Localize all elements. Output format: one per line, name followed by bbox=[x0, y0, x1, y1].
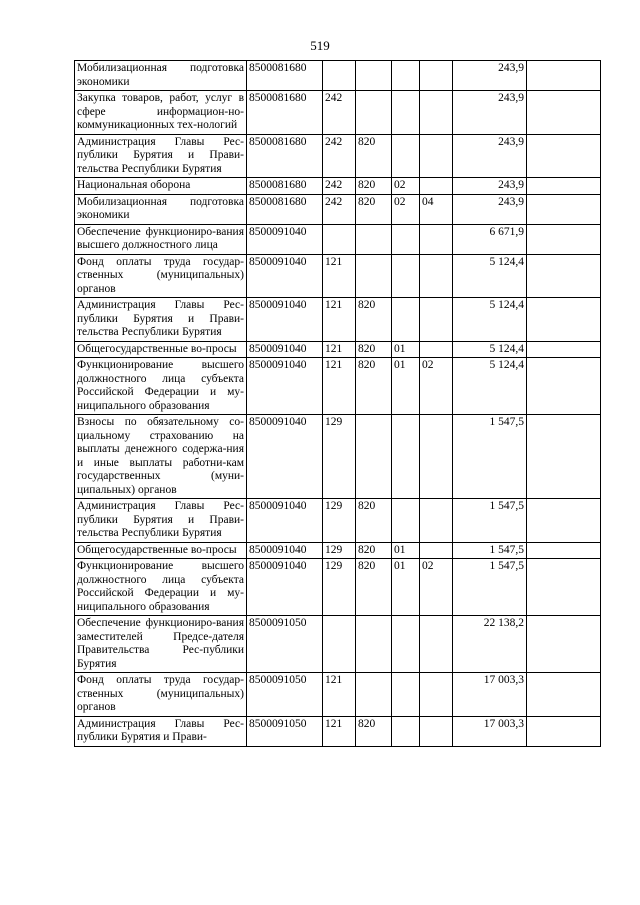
row-amount: 1 547,5 bbox=[453, 542, 527, 559]
row-target-article: 8500091050 bbox=[247, 716, 323, 746]
row-amount: 243,9 bbox=[453, 194, 527, 224]
row-target-article: 8500081680 bbox=[247, 61, 323, 91]
row-empty-cell bbox=[527, 616, 601, 673]
row-name: Фонд оплаты труда государ-ственных (муниципальных) органов bbox=[75, 254, 247, 298]
row-name: Общегосударственные во-просы bbox=[75, 341, 247, 358]
table-row bbox=[75, 61, 601, 91]
budget-table-body bbox=[75, 61, 601, 747]
row-amount: 1 547,5 bbox=[453, 415, 527, 499]
row-administrator-code bbox=[356, 254, 392, 298]
row-subsection bbox=[420, 178, 453, 195]
row-empty-cell bbox=[527, 254, 601, 298]
row-administrator-code: 820 bbox=[356, 341, 392, 358]
row-name: Национальная оборона bbox=[75, 178, 247, 195]
row-expense-type: 129 bbox=[323, 542, 356, 559]
row-amount: 1 547,5 bbox=[453, 559, 527, 616]
row-section bbox=[392, 415, 420, 499]
row-amount: 243,9 bbox=[453, 91, 527, 135]
row-empty-cell bbox=[527, 673, 601, 717]
row-empty-cell bbox=[527, 499, 601, 543]
row-subsection: 02 bbox=[420, 559, 453, 616]
row-administrator-code: 820 bbox=[356, 298, 392, 342]
row-section bbox=[392, 298, 420, 342]
row-amount: 243,9 bbox=[453, 178, 527, 195]
row-target-article: 8500091050 bbox=[247, 673, 323, 717]
row-expense-type: 121 bbox=[323, 358, 356, 415]
row-target-article: 8500091040 bbox=[247, 341, 323, 358]
row-subsection bbox=[420, 716, 453, 746]
row-section: 01 bbox=[392, 341, 420, 358]
row-administrator-code bbox=[356, 673, 392, 717]
row-name: Взносы по обязательному со-циальному страхованию на выплаты денежного содержа-ния и иные выплаты работни-кам государственных (муни-ципальных) органов bbox=[75, 415, 247, 499]
table-row bbox=[75, 358, 601, 415]
row-target-article: 8500091040 bbox=[247, 358, 323, 415]
row-expense-type bbox=[323, 224, 356, 254]
row-administrator-code bbox=[356, 61, 392, 91]
row-subsection bbox=[420, 616, 453, 673]
row-target-article: 8500081680 bbox=[247, 194, 323, 224]
row-name: Администрация Главы Рес-публики Бурятия и Прави-тельства Республики Бурятия bbox=[75, 298, 247, 342]
row-section: 02 bbox=[392, 178, 420, 195]
row-section bbox=[392, 91, 420, 135]
row-expense-type bbox=[323, 616, 356, 673]
row-section: 01 bbox=[392, 559, 420, 616]
row-target-article: 8500081680 bbox=[247, 178, 323, 195]
row-amount: 5 124,4 bbox=[453, 298, 527, 342]
row-target-article: 8500091040 bbox=[247, 298, 323, 342]
row-expense-type: 121 bbox=[323, 298, 356, 342]
row-name: Функционирование высшего должностного лица субъекта Российской Федерации и му-ниципального образования bbox=[75, 559, 247, 616]
row-administrator-code bbox=[356, 616, 392, 673]
row-section bbox=[392, 134, 420, 178]
row-section bbox=[392, 716, 420, 746]
row-expense-type bbox=[323, 61, 356, 91]
row-target-article: 8500091040 bbox=[247, 559, 323, 616]
row-name: Администрация Главы Рес-публики Бурятия и Прави-тельства Республики Бурятия bbox=[75, 499, 247, 543]
row-amount: 5 124,4 bbox=[453, 254, 527, 298]
row-section: 02 bbox=[392, 194, 420, 224]
row-expense-type: 242 bbox=[323, 91, 356, 135]
row-target-article: 8500091040 bbox=[247, 499, 323, 543]
table-row bbox=[75, 716, 601, 746]
row-target-article: 8500091050 bbox=[247, 616, 323, 673]
row-empty-cell bbox=[527, 716, 601, 746]
row-section bbox=[392, 499, 420, 543]
row-amount: 17 003,3 bbox=[453, 673, 527, 717]
row-empty-cell bbox=[527, 559, 601, 616]
row-section bbox=[392, 673, 420, 717]
row-administrator-code: 820 bbox=[356, 716, 392, 746]
table-row bbox=[75, 499, 601, 543]
row-name: Общегосударственные во-просы bbox=[75, 542, 247, 559]
row-expense-type: 242 bbox=[323, 134, 356, 178]
row-empty-cell bbox=[527, 194, 601, 224]
row-subsection bbox=[420, 254, 453, 298]
row-amount: 5 124,4 bbox=[453, 358, 527, 415]
row-subsection bbox=[420, 298, 453, 342]
row-amount: 243,9 bbox=[453, 134, 527, 178]
row-empty-cell bbox=[527, 224, 601, 254]
budget-table bbox=[74, 60, 601, 747]
page-bottom-margin bbox=[0, 834, 640, 905]
row-expense-type: 129 bbox=[323, 499, 356, 543]
row-empty-cell bbox=[527, 91, 601, 135]
row-amount: 22 138,2 bbox=[453, 616, 527, 673]
row-expense-type: 242 bbox=[323, 194, 356, 224]
row-subsection: 02 bbox=[420, 358, 453, 415]
page-number: 519 bbox=[310, 38, 330, 53]
row-section bbox=[392, 224, 420, 254]
table-row bbox=[75, 134, 601, 178]
row-subsection bbox=[420, 61, 453, 91]
row-expense-type: 121 bbox=[323, 341, 356, 358]
table-row bbox=[75, 559, 601, 616]
row-name: Мобилизационная подготовка экономики bbox=[75, 194, 247, 224]
row-empty-cell bbox=[527, 358, 601, 415]
row-target-article: 8500081680 bbox=[247, 134, 323, 178]
row-empty-cell bbox=[527, 178, 601, 195]
row-amount: 1 547,5 bbox=[453, 499, 527, 543]
row-administrator-code: 820 bbox=[356, 499, 392, 543]
table-row bbox=[75, 91, 601, 135]
row-subsection bbox=[420, 415, 453, 499]
table-row bbox=[75, 224, 601, 254]
row-administrator-code: 820 bbox=[356, 178, 392, 195]
row-empty-cell bbox=[527, 341, 601, 358]
table-row bbox=[75, 341, 601, 358]
table-row bbox=[75, 254, 601, 298]
row-subsection bbox=[420, 341, 453, 358]
table-row bbox=[75, 298, 601, 342]
row-subsection: 04 bbox=[420, 194, 453, 224]
row-name: Обеспечение функциониро-вания высшего должностного лица bbox=[75, 224, 247, 254]
row-section: 01 bbox=[392, 358, 420, 415]
row-administrator-code: 820 bbox=[356, 559, 392, 616]
row-subsection bbox=[420, 91, 453, 135]
row-administrator-code bbox=[356, 224, 392, 254]
row-name: Мобилизационная подготовка экономики bbox=[75, 61, 247, 91]
row-section bbox=[392, 616, 420, 673]
row-administrator-code: 820 bbox=[356, 134, 392, 178]
row-name: Обеспечение функциониро-вания заместителей Предсе-дателя Правительства Рес-публики Бурятия bbox=[75, 616, 247, 673]
row-section bbox=[392, 61, 420, 91]
row-name: Закупка товаров, работ, услуг в сфере информацион-но-коммуникационных тех-нологий bbox=[75, 91, 247, 135]
row-target-article: 8500081680 bbox=[247, 91, 323, 135]
row-administrator-code: 820 bbox=[356, 194, 392, 224]
row-administrator-code bbox=[356, 415, 392, 499]
row-subsection bbox=[420, 673, 453, 717]
row-administrator-code: 820 bbox=[356, 542, 392, 559]
row-amount: 6 671,9 bbox=[453, 224, 527, 254]
row-subsection bbox=[420, 224, 453, 254]
row-expense-type: 129 bbox=[323, 559, 356, 616]
row-empty-cell bbox=[527, 134, 601, 178]
row-subsection bbox=[420, 499, 453, 543]
table-row bbox=[75, 178, 601, 195]
row-subsection bbox=[420, 542, 453, 559]
row-empty-cell bbox=[527, 61, 601, 91]
table-row bbox=[75, 542, 601, 559]
row-section: 01 bbox=[392, 542, 420, 559]
row-name: Администрация Главы Рес-публики Бурятия и Прави-тельства Республики Бурятия bbox=[75, 134, 247, 178]
row-empty-cell bbox=[527, 298, 601, 342]
row-expense-type: 121 bbox=[323, 716, 356, 746]
row-target-article: 8500091040 bbox=[247, 415, 323, 499]
row-subsection bbox=[420, 134, 453, 178]
row-expense-type: 121 bbox=[323, 254, 356, 298]
row-amount: 17 003,3 bbox=[453, 716, 527, 746]
row-expense-type: 242 bbox=[323, 178, 356, 195]
row-expense-type: 121 bbox=[323, 673, 356, 717]
row-target-article: 8500091040 bbox=[247, 224, 323, 254]
row-target-article: 8500091040 bbox=[247, 542, 323, 559]
table-row bbox=[75, 194, 601, 224]
row-empty-cell bbox=[527, 542, 601, 559]
row-amount: 243,9 bbox=[453, 61, 527, 91]
table-row bbox=[75, 673, 601, 717]
row-administrator-code: 820 bbox=[356, 358, 392, 415]
row-name: Фонд оплаты труда государ-ственных (муниципальных) органов bbox=[75, 673, 247, 717]
row-empty-cell bbox=[527, 415, 601, 499]
row-expense-type: 129 bbox=[323, 415, 356, 499]
table-row bbox=[75, 415, 601, 499]
row-name: Администрация Главы Рес-публики Бурятия и Прави- bbox=[75, 716, 247, 746]
row-target-article: 8500091040 bbox=[247, 254, 323, 298]
table-row bbox=[75, 616, 601, 673]
row-administrator-code bbox=[356, 91, 392, 135]
row-name: Функционирование высшего должностного лица субъекта Российской Федерации и му-ниципального образования bbox=[75, 358, 247, 415]
row-amount: 5 124,4 bbox=[453, 341, 527, 358]
row-section bbox=[392, 254, 420, 298]
